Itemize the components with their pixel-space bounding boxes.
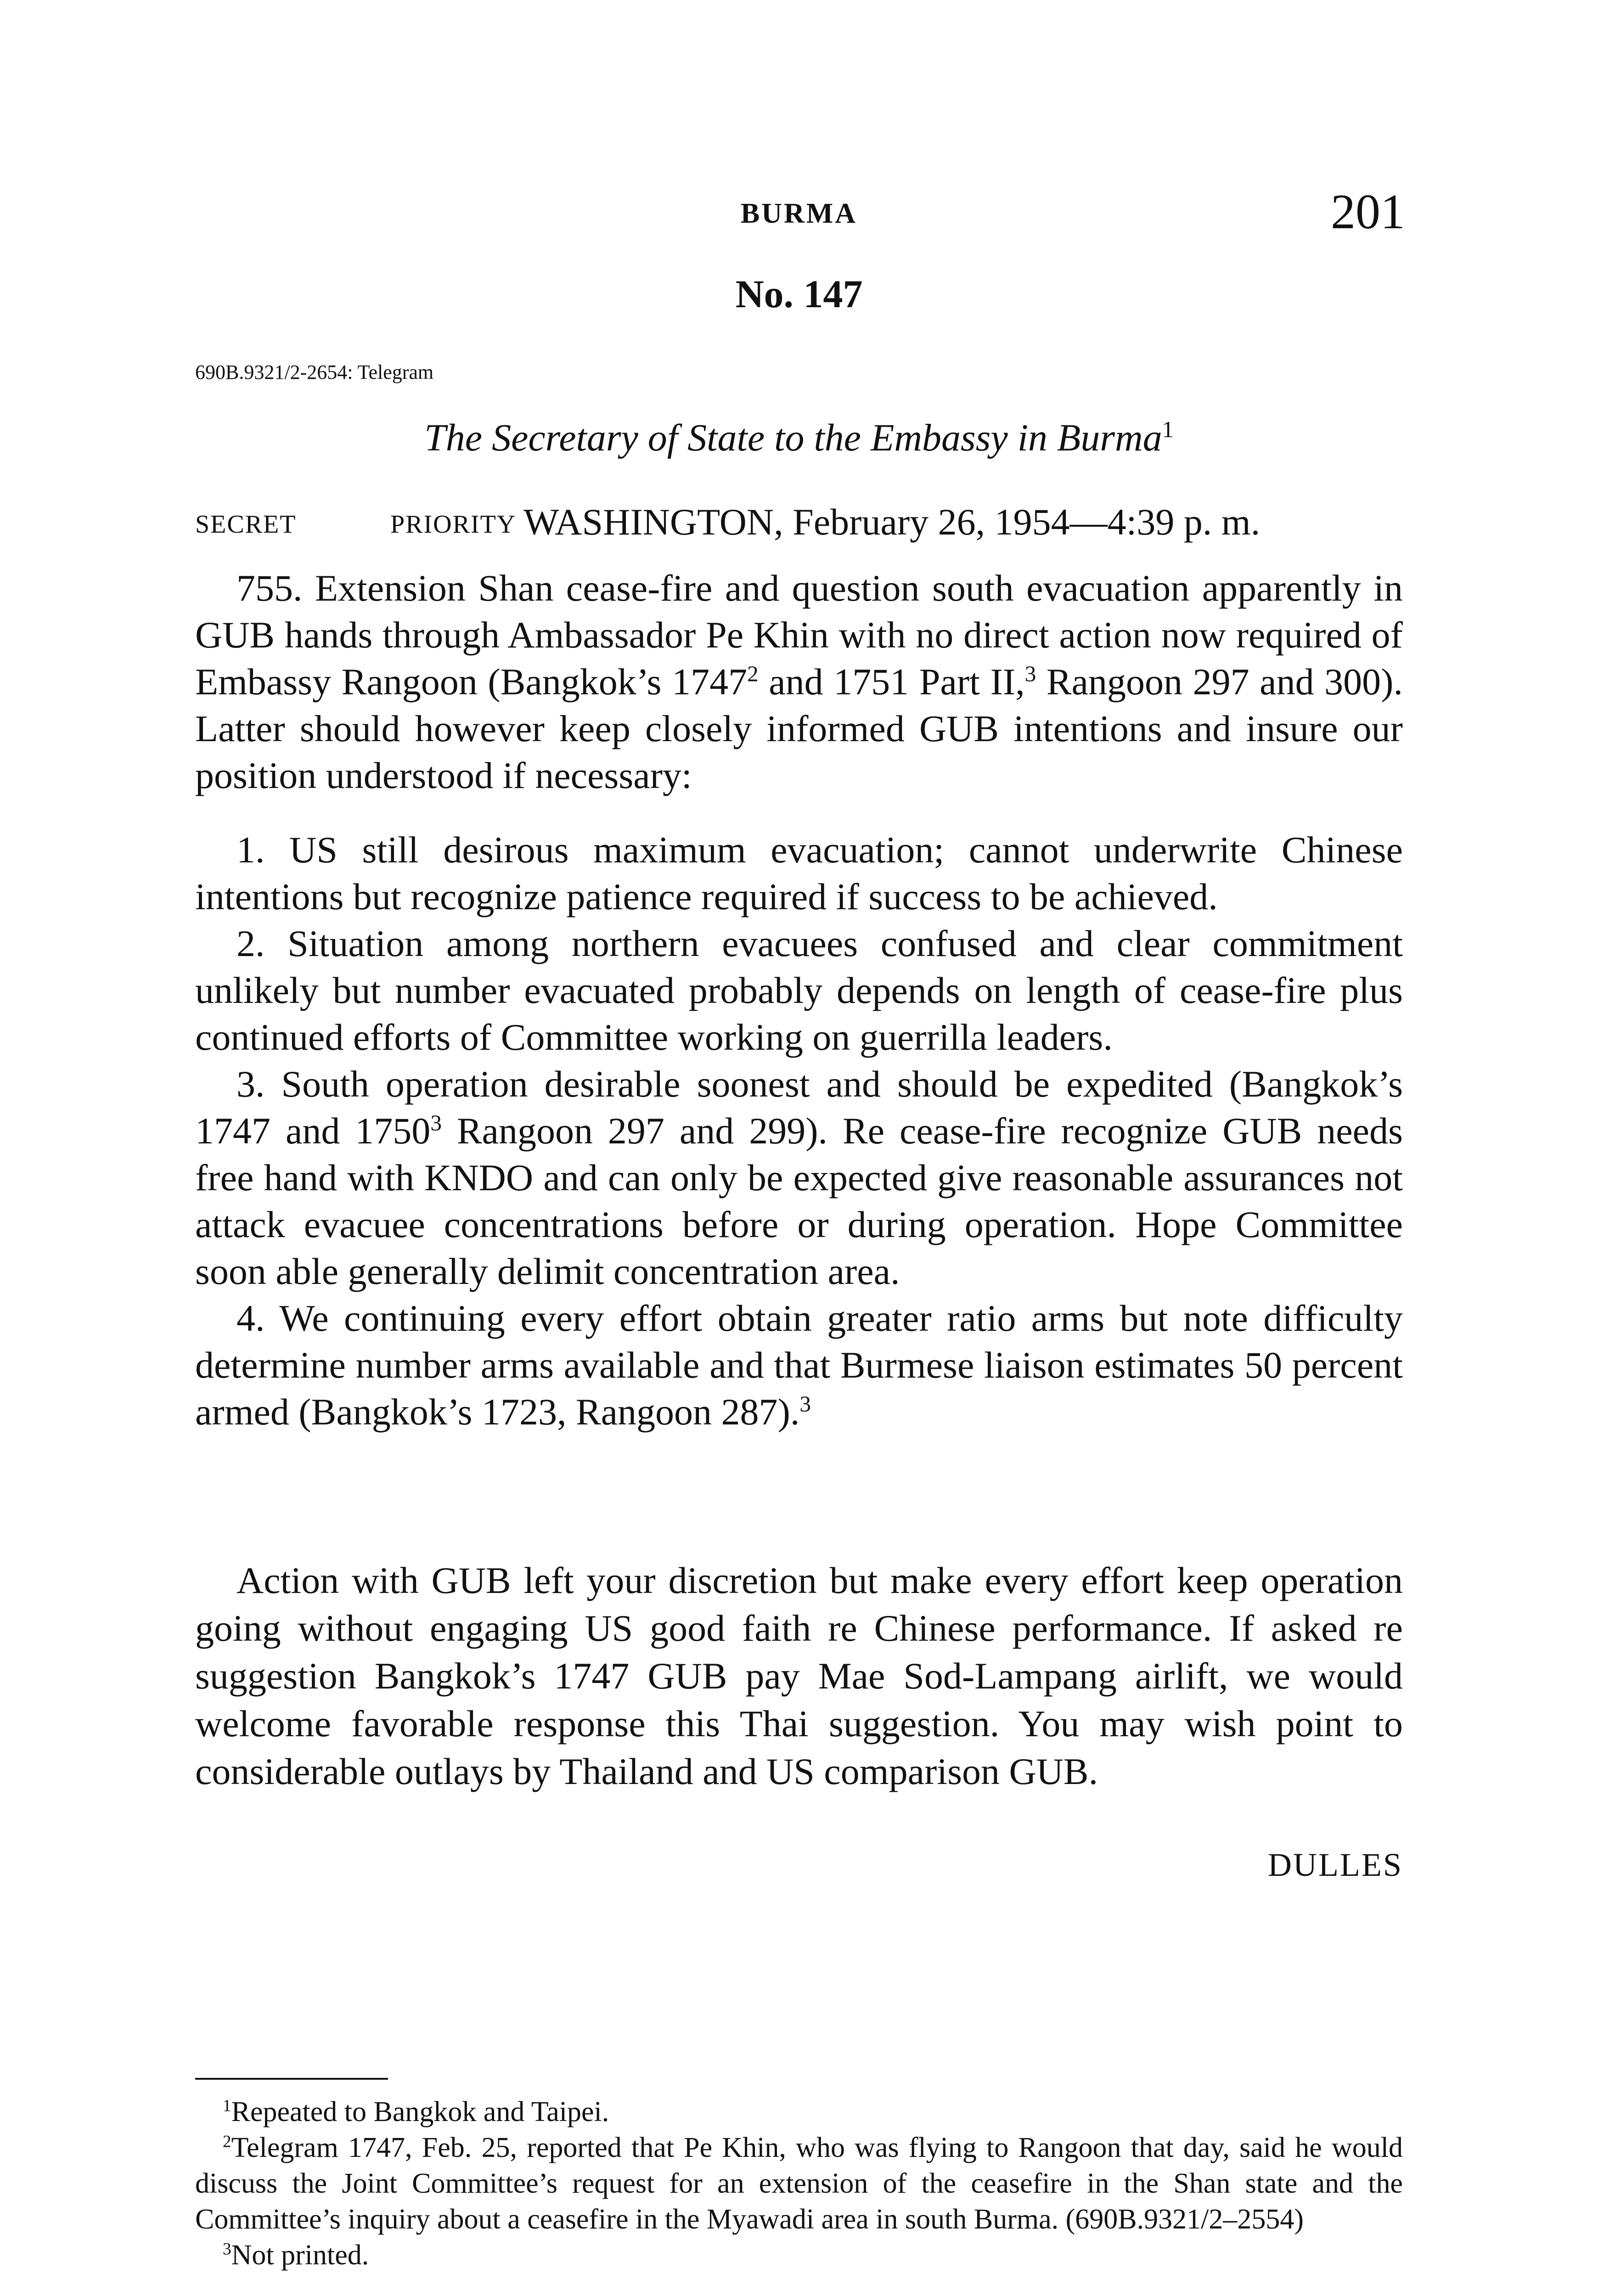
footnote-marker: 3 — [1024, 661, 1036, 687]
telegram-body — [195, 565, 1403, 1435]
intro-paragraph — [195, 565, 1403, 799]
intro-text-b: and 1751 Part II, — [758, 661, 1025, 703]
file-reference: 690B.9321/2-2654: Telegram — [195, 361, 434, 383]
footnote-text: Telegram 1747, Feb. 25, reported that Pe Khin, who was flying to Rangoon that day, said he would discuss the Joint Committee’s request for an extension of the ceasefire in the Shan state and the Committee’s inquiry about a ceasefire in the Myawadi area in south Burma. (690B.9321/2–2554) — [195, 2132, 1403, 2235]
document-number: No. 147 — [735, 272, 863, 316]
item4-text: 4. We continuing every effort obtain greater ratio arms but note difficulty determine number arms available and that Burmese liaison estimates 50 percent armed (Bangkok’s 1723, Rangoon 287). — [195, 1297, 1403, 1433]
footnote-mark: 2 — [223, 2132, 231, 2151]
footnote-marker: 3 — [799, 1391, 811, 1417]
closing-paragraph: Action with GUB left your discretion but make every effort keep operation going without engaging US good faith re Chinese performance. If asked re suggestion Bangkok’s 1747 GUB pay Mae Sod-Lampang airlift, we would welcome favorable response this Thai suggestion. You may wish point to considerable outlays by Thailand and US comparison GUB. — [195, 1559, 1403, 1792]
precedence-label: PRIORITY — [390, 510, 517, 539]
footnote-marker: 2 — [747, 661, 759, 687]
item3-text-a: 3. South operation desirable soonest and should be expedited (Bangkok’s 1747 and 1750 — [195, 1063, 1403, 1152]
numbered-item-1: 1. US still desirous maximum evacuation; cannot underwrite Chinese intentions but recognize patience required if success to be achieved. — [195, 829, 1403, 917]
intro-text-c: Rangoon 297 and 300). Latter should however keep closely informed GUB intentions and insure our position understood if necessary: — [195, 661, 1403, 796]
footnote-3 — [195, 2237, 1403, 2273]
footnotes — [195, 2094, 1403, 2273]
footnote-1 — [195, 2094, 1403, 2130]
item3-text-b: Rangoon 297 and 299). Re cease-fire recognize GUB needs free hand with KNDO and can only be expected give reasonable assurances not attack evacuee concentrations before or during operation. Hope Committee soon able generally delimit concentration area. — [195, 1110, 1403, 1292]
document-title — [0, 416, 1598, 460]
footnote-2 — [195, 2130, 1403, 2237]
footnote-mark: 3 — [223, 2240, 231, 2259]
footnote-marker: 1 — [1162, 416, 1174, 442]
document-title-text: The Secretary of State to the Embassy in Burma — [424, 416, 1162, 459]
footnote-text: Repeated to Bangkok and Taipei. — [231, 2096, 609, 2127]
running-head: BURMA — [740, 198, 858, 229]
numbered-item-3 — [195, 1061, 1403, 1295]
dateline: WASHINGTON, February 26, 1954—4:39 p. m. — [523, 501, 1260, 543]
footnote-mark: 1 — [223, 2096, 231, 2116]
numbered-item-2: 2. Situation among northern evacuees confused and clear commitment unlikely but number evacuated probably depends on length of cease-fire plus continued efforts of Committee working on guerrilla leaders. — [195, 923, 1403, 1058]
footnote-marker: 3 — [430, 1110, 442, 1136]
footnote-divider — [195, 2078, 388, 2080]
signature: DULLES — [1268, 1846, 1403, 1883]
page-number: 201 — [1331, 185, 1405, 239]
intro-text-a: 755. Extension Shan cease-fire and question south evacuation apparently in GUB hands through Ambassador Pe Khin with no direct action now required of Embassy Rangoon (Bangkok’s 1747 — [195, 567, 1403, 703]
footnote-text: Not printed. — [231, 2240, 369, 2271]
numbered-item-4 — [195, 1295, 1403, 1435]
classification-label: SECRET — [195, 510, 297, 539]
